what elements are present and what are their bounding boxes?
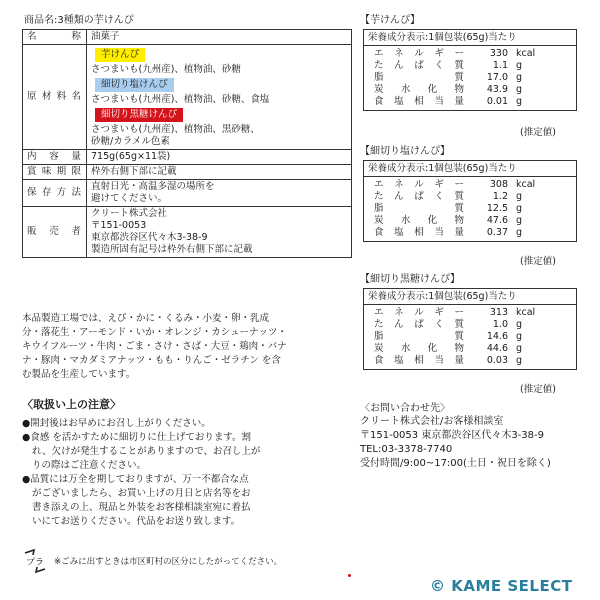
estimate-note: (推定値) [520,384,556,395]
nutrient-unit: g [516,319,523,330]
allergen-line: む製品を生産しています。 [22,369,136,380]
expiry-value: 枠外右側下部に記載 [87,165,352,180]
ingredients-shio: さつまいも(九州産)、植物油、砂糖、食塩 [91,94,270,105]
handling-line: 食感 を活かすために細切りに仕上げております。割 [30,432,252,443]
seller-line-1: クリート株式会社 [91,208,168,219]
nutrient-value: 14.6 [486,331,508,342]
nutrient-key: たんぱく質 [374,191,464,202]
handling-line: 書き添えの上、現品と外装をお客様相談室宛に着払 [32,502,251,513]
ingredients-cell [87,45,352,150]
nutrition-title-imo: 【芋けんぴ】 [360,15,420,26]
nutrition-header: 栄養成分表示:1個包装(65g)当たり [364,161,576,177]
nutrition-table-shio [363,160,577,242]
contact-line: 〒151-0053 東京都渋谷区代々木3-38-9 [360,430,544,441]
storage-value [87,180,352,207]
estimate-note: (推定値) [520,256,556,267]
contact-title: 〈お問い合わせ先〉 [360,403,450,414]
storage-label: 保存方法 [23,180,87,207]
nutrition-header: 栄養成分表示:1個包装(65g)当たり [364,289,576,305]
nutrient-unit: kcal [516,179,536,190]
bullet-icon: ● [22,432,31,443]
nutrient-unit: g [516,96,523,107]
storage-line-2: 避けてください。 [91,193,168,204]
contact-line: クリート株式会社/お客様相談室 [360,416,504,427]
nutrition-table-kokuto [363,288,577,370]
seller-line-2: 〒151-0053 [91,220,147,231]
nutrient-unit: g [516,60,523,71]
handling-line: がございましたら、お買い上げの月日と店名等をお [32,488,251,499]
ingredients-label: 原材料名 [23,45,87,150]
content-label: 内容量 [23,150,87,165]
nutrient-value: 17.0 [486,72,508,83]
tag-imo-kenpi: 芋けんぴ [95,48,145,62]
nutrient-value: 308 [489,179,508,190]
contact-block [360,402,551,471]
red-dot-mark [348,574,351,577]
handling-line: いにてお送りください。代品をお送り致します。 [32,516,241,527]
nutrient-unit: kcal [516,48,536,59]
nutrient-unit: g [516,355,523,366]
nutrient-key: たんぱく質 [374,319,464,330]
contact-line: TEL:03-3378-7740 [360,444,453,455]
nutrient-unit: g [516,191,523,202]
nutrient-value: 43.9 [486,84,508,95]
nutrient-value: 47.6 [486,215,508,226]
nutrient-value: 1.1 [492,60,508,71]
nutrient-key: 炭水化物 [374,84,464,95]
seller-line-4: 製造所固有記号は枠外右側下部に記載 [91,244,253,255]
watermark: © KAME SELECT [430,577,573,595]
seller-value [87,207,352,258]
recycle-label: プラ [25,558,45,568]
ingredients-kokuto-2: 砂糖/カラメル色素 [91,136,170,147]
nutrient-value: 1.2 [492,191,508,202]
name-label: 名称 [23,30,87,45]
allergen-line: 本品製造工場では、えび・かに・くるみ・小麦・卵・乳成 [22,313,270,324]
nutrient-key: 食塩相当量 [374,96,464,107]
allergen-line: 分・落花生・アーモンド・いか・オレンジ・カシューナッツ・ [22,327,287,338]
recycle-pla-icon [22,549,48,573]
nutrition-title-kokuto: 【細切り黒糖けんぴ】 [360,274,460,285]
nutrient-key: たんぱく質 [374,60,464,71]
bullet-icon: ● [22,418,31,429]
nutrient-unit: g [516,203,523,214]
handling-title: 〈取扱い上の注意〉 [22,398,121,411]
nutrient-unit: g [516,215,523,226]
nutrient-key: エネルギー [374,307,464,318]
nutrient-value: 0.01 [486,96,508,107]
seller-line-3: 東京都渋谷区代々木3-38-9 [91,232,208,243]
recycle-note: ※ごみに出すときは市区町村の区分にしたがってください。 [54,557,283,567]
nutrient-unit: g [516,343,523,354]
nutrient-key: 炭水化物 [374,343,464,354]
nutrient-value: 0.03 [486,355,508,366]
content-value: 715g(65g×11袋) [87,150,352,165]
handling-line: 開封後はお早めにお召し上がりください。 [30,418,211,429]
expiry-label: 賞味期限 [23,165,87,180]
tag-shio-kenpi: 細切り塩けんぴ [95,78,174,92]
contact-line: 受付時間/9:00~17:00(土日・祝日を除く) [360,458,551,469]
handling-line: りの際はご注意ください。 [32,460,147,471]
name-value: 油菓子 [87,30,352,45]
handling-line: れ、欠けが発生することがありますので、お召し上が [32,446,261,457]
nutrition-header: 栄養成分表示:1個包装(65g)当たり [364,30,576,46]
nutrient-value: 0.37 [486,227,508,238]
handling-list [22,417,260,529]
nutrient-key: 脂質 [374,203,464,214]
estimate-note: (推定値) [520,127,556,138]
ingredients-imo: さつまいも(九州産)、植物油、砂糖 [91,64,241,75]
seller-label: 販売者 [23,207,87,258]
allergen-paragraph [22,312,287,382]
nutrient-unit: g [516,72,523,83]
nutrient-unit: g [516,84,523,95]
spec-table [22,29,352,258]
nutrition-title-shio: 【細切り塩けんぴ】 [360,146,450,157]
nutrient-key: 炭水化物 [374,215,464,226]
nutrient-key: 食塩相当量 [374,355,464,366]
allergen-line: キウイフルーツ・牛肉・ごま・さけ・さば・大豆・鶏肉・バナ [22,341,287,352]
nutrient-key: 食塩相当量 [374,227,464,238]
allergen-line: ナ・豚肉・マカダミアナッツ・もも・りんご・ゼラチン を含 [22,355,281,366]
bullet-icon: ● [22,474,31,485]
nutrient-key: 脂質 [374,331,464,342]
handling-line: 品質には万全を期しておりますが、万一不都合な点 [30,474,249,485]
nutrient-value: 44.6 [486,343,508,354]
tag-kokuto-kenpi: 細切り黒糖けんぴ [95,108,183,122]
nutrient-unit: g [516,331,523,342]
ingredients-kokuto: さつまいも(九州産)、植物油、黒砂糖、 [91,124,260,135]
nutrient-key: 脂質 [374,72,464,83]
nutrient-value: 330 [489,48,508,59]
nutrient-unit: kcal [516,307,536,318]
nutrient-value: 1.0 [492,319,508,330]
nutrition-table-imo [363,29,577,111]
nutrient-key: エネルギー [374,48,464,59]
product-name: 商品名:3種類の芋けんぴ [24,15,134,26]
nutrient-value: 313 [489,307,508,318]
nutrient-key: エネルギー [374,179,464,190]
storage-line-1: 直射日光・高温多湿の場所を [91,181,215,192]
nutrient-value: 12.5 [486,203,508,214]
nutrient-unit: g [516,227,523,238]
